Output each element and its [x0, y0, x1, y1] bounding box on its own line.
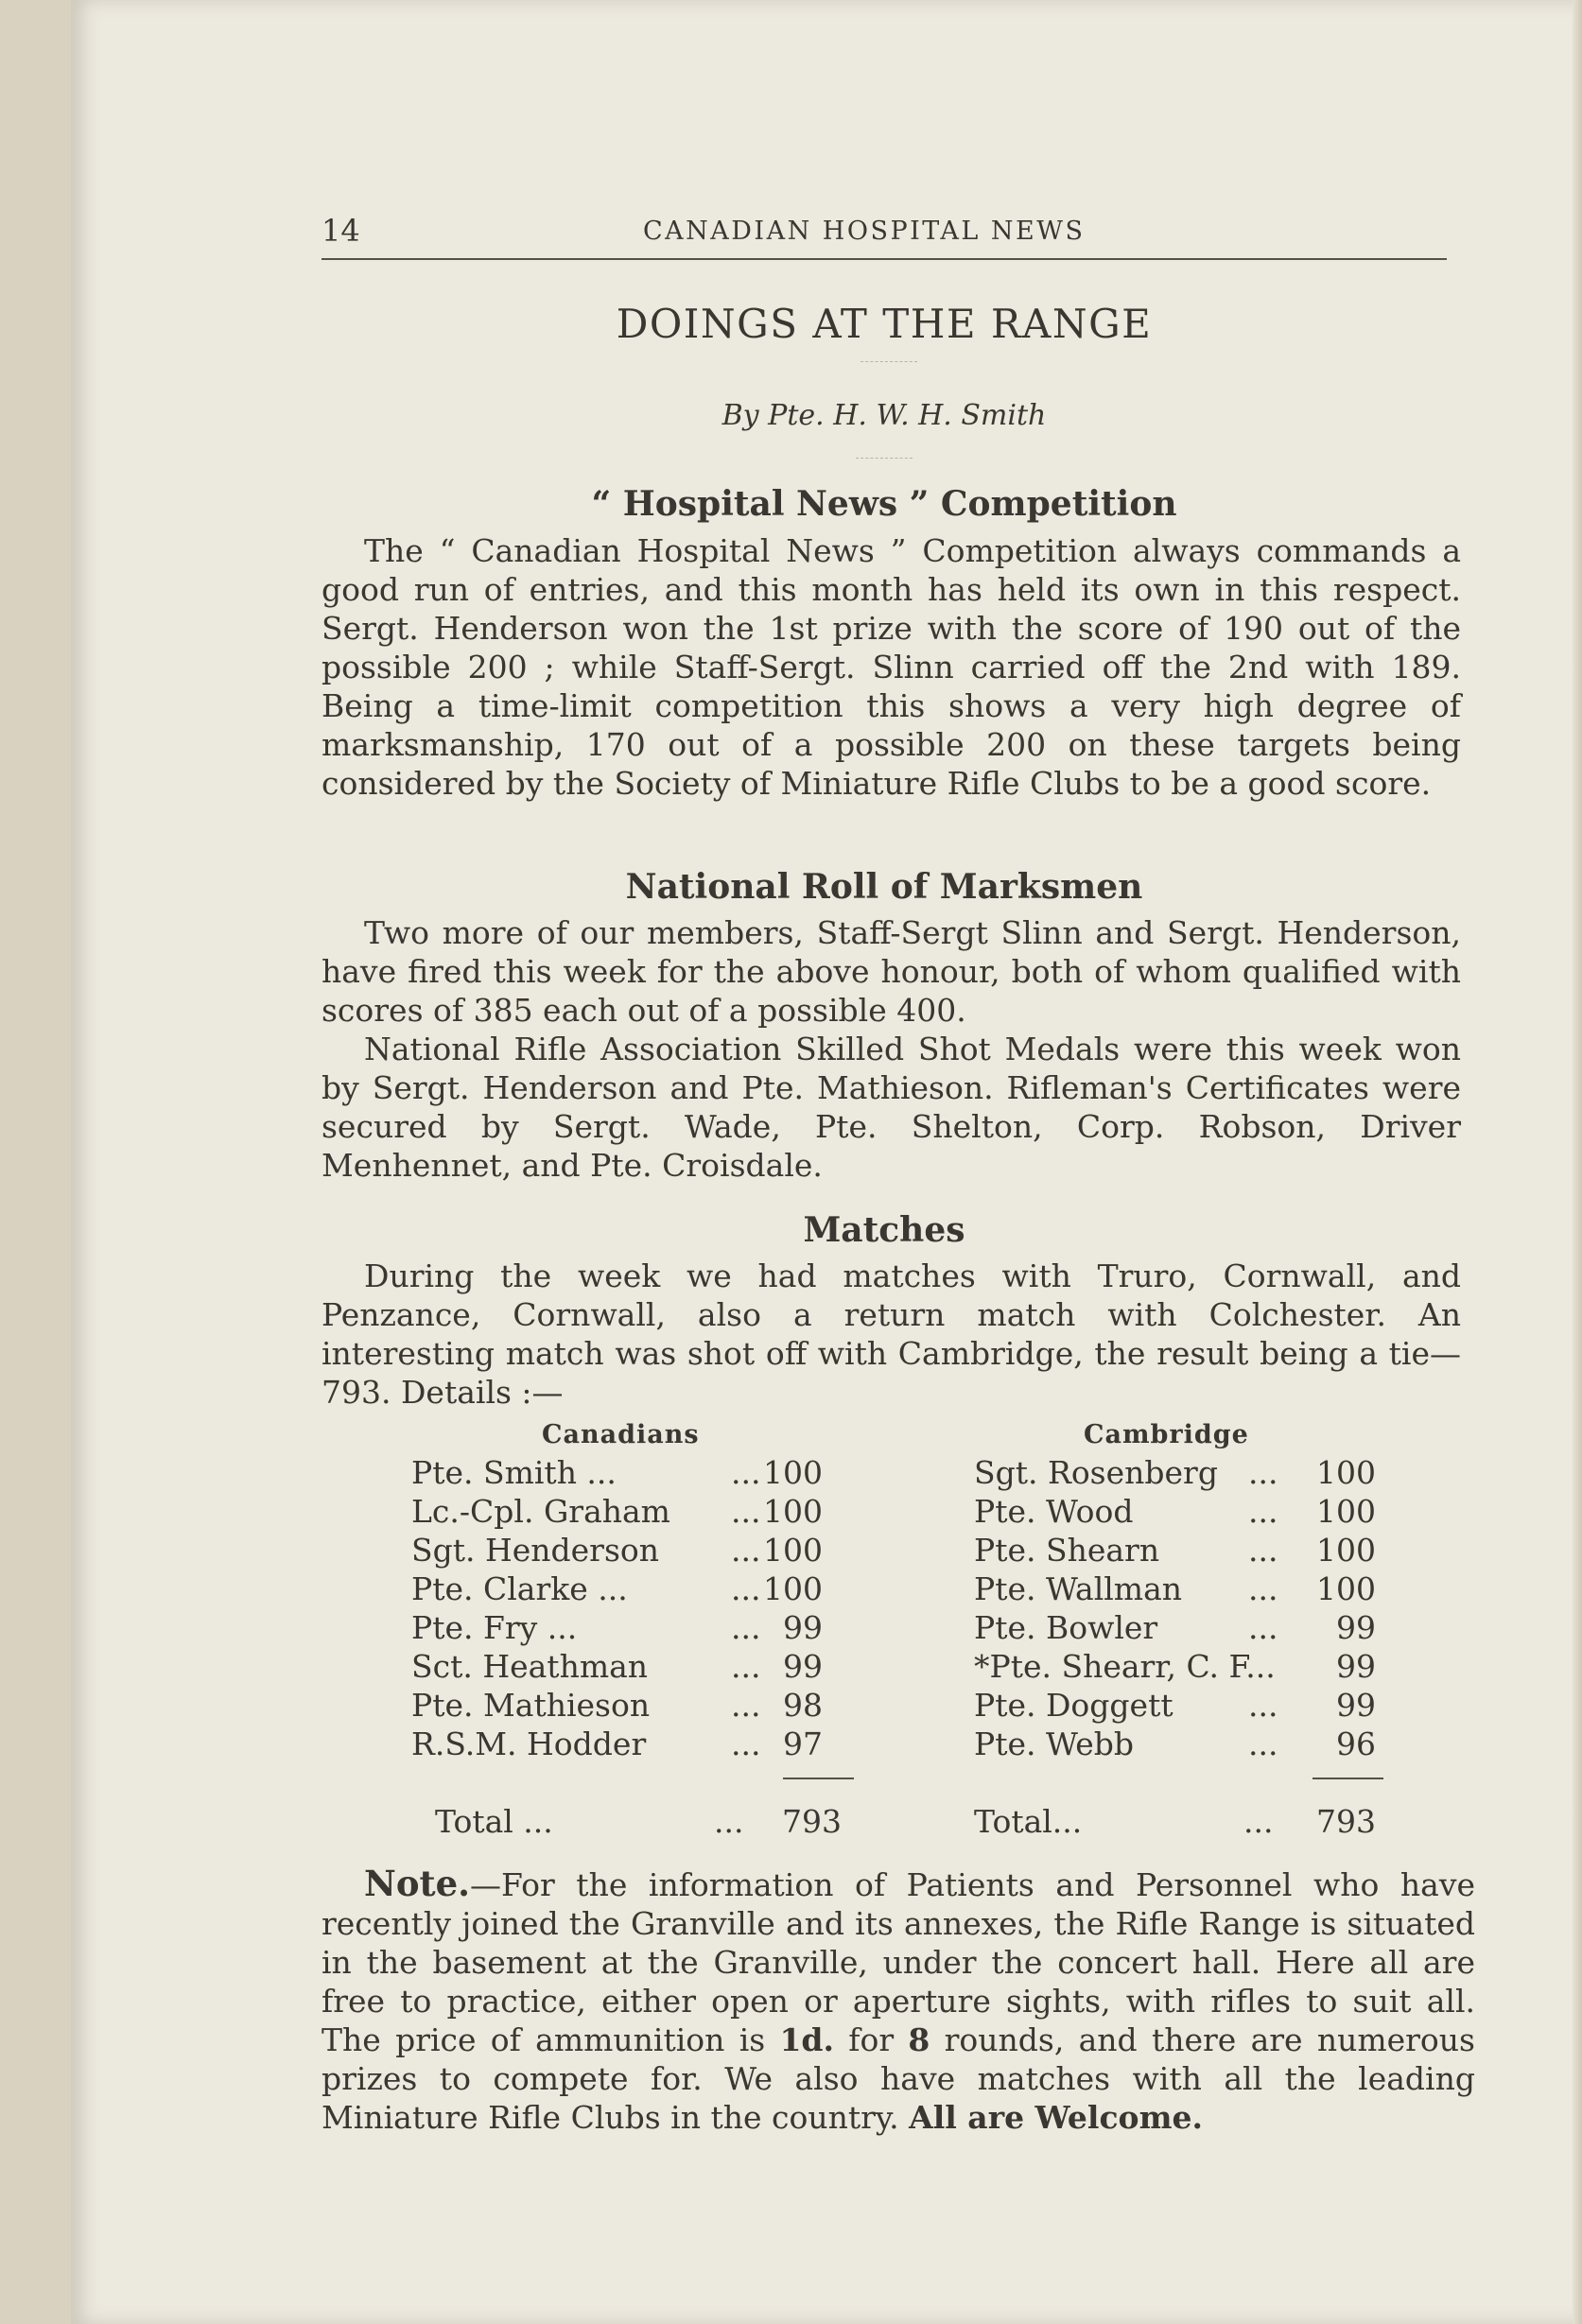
player-name: Pte. Fry ... — [411, 1609, 578, 1646]
player-name: Sgt. Rosenberg — [974, 1454, 1218, 1491]
paragraph-roll-2: National Rifle Association Skilled Shot Medals were this week won by Sergt. Henderson and Pte. Mathieson. Rifleman's Certificates were secured by Sergt. Wade, Pte. Shelton, Corp. Robson, Driver Menhennet, and Pte. Croisdale. — [322, 1031, 1461, 1184]
cambridge-score-row — [974, 1454, 1390, 1492]
cambridge-score-row — [974, 1726, 1390, 1763]
player-score: 100 — [763, 1532, 823, 1569]
article-byline: By Pte. H. W. H. Smith — [721, 399, 1047, 432]
canadians-score-row — [411, 1493, 827, 1531]
magazine-page — [71, 0, 1582, 2324]
note-closing: All are Welcome. — [909, 2099, 1203, 2136]
dot-leader: ... — [731, 1570, 761, 1607]
player-score: 99 — [1336, 1687, 1376, 1724]
player-score: 100 — [1316, 1493, 1376, 1530]
player-name: Pte. Webb — [974, 1726, 1134, 1762]
title-divider — [861, 361, 917, 362]
player-score: 99 — [1336, 1648, 1376, 1685]
note-tail: rounds, and there are numerous prizes to compete for. We also have matches with all the leading Miniature Rifle Clubs in the country. — [322, 2021, 1475, 2136]
note-label: Note. — [364, 1863, 471, 1904]
journal-title: CANADIAN HOSPITAL NEWS — [643, 217, 1086, 246]
section-heading-competition: “ Hospital News ” Competition — [591, 484, 1177, 524]
player-name: Pte. Wallman — [974, 1570, 1183, 1607]
cambridge-score-row — [974, 1687, 1390, 1725]
section-heading-roll: National Roll of Marksmen — [625, 867, 1143, 907]
player-score: 99 — [783, 1648, 823, 1685]
page-number: 14 — [322, 213, 360, 249]
player-score: 97 — [783, 1726, 823, 1762]
dot-leader: ... — [731, 1726, 761, 1762]
player-name: Pte. Mathieson — [411, 1687, 651, 1724]
player-score: 99 — [783, 1609, 823, 1646]
note-price: 1d. — [779, 2021, 834, 2058]
dot-leader: ... — [1248, 1493, 1278, 1530]
column-heading-canadians: Canadians — [542, 1420, 700, 1449]
column-heading-cambridge: Cambridge — [1084, 1420, 1249, 1449]
dot-leader: ... — [1248, 1609, 1278, 1646]
total-score: 793 — [782, 1803, 842, 1840]
canadians-total-row — [435, 1803, 842, 1841]
player-name: Pte. Clarke ... — [411, 1570, 628, 1607]
cambridge-score-row — [974, 1609, 1390, 1647]
canadians-score-row — [411, 1570, 827, 1608]
note-body: —For the information of Patients and Personnel who have recently joined the Granville and its annexes, the Rifle Range is situated in the basement at the Granville, under the concert hall. Here all are free to practice, either open or aperture sights, with rifles to suit all. The price of ammunition is — [322, 1866, 1475, 2058]
dot-leader: ... — [1248, 1726, 1278, 1762]
player-score: 99 — [1336, 1609, 1376, 1646]
running-head — [322, 213, 1447, 254]
player-name: Sgt. Henderson — [411, 1532, 660, 1569]
total-leader: ... — [1243, 1803, 1274, 1840]
dot-leader: ... — [1248, 1570, 1278, 1607]
paragraph-matches: During the week we had matches with Truro, Cornwall, and Penzance, Cornwall, also a return match with Colchester. An interesting match was shot off with Cambridge, the result being a tie—793. Details :— — [322, 1257, 1461, 1411]
player-name: Lc.-Cpl. Graham — [411, 1493, 670, 1530]
canadians-score-row — [411, 1726, 827, 1763]
player-name: Pte. Smith ... — [411, 1454, 617, 1491]
note-paragraph — [322, 1864, 1475, 2137]
dot-leader: ... — [731, 1532, 761, 1569]
canadians-score-row — [411, 1648, 827, 1686]
canadians-sum-rule — [783, 1778, 854, 1779]
player-score: 96 — [1336, 1726, 1376, 1762]
total-leader: ... — [714, 1803, 744, 1840]
player-name: Pte. Bowler — [974, 1609, 1158, 1646]
paragraph-competition: The “ Canadian Hospital News ” Competition always commands a good run of entries, and this month has held its own in this respect. Sergt. Henderson won the 1st prize with the score of 190 out of the possible 200 ; while Staff-Sergt. Slinn carried off the 2nd with 189. Being a time-limit competition this shows a very high degree of marksmanship, 170 out of a possible 200 on these targets being considered by the Society of Miniature Rifle Clubs to be a good score. — [322, 532, 1461, 802]
cambridge-sum-rule — [1313, 1778, 1383, 1779]
dot-leader: ... — [731, 1609, 761, 1646]
player-score: 98 — [783, 1687, 823, 1724]
canadians-score-row — [411, 1609, 827, 1647]
player-name: Pte. Shearn — [974, 1532, 1160, 1569]
player-score: 100 — [763, 1570, 823, 1607]
cambridge-score-row — [974, 1532, 1390, 1570]
paragraph-roll-1: Two more of our members, Staff-Sergt Slinn and Sergt. Henderson, have fired this week for the above honour, both of whom qualified with scores of 385 each out of a possible 400. — [322, 914, 1461, 1029]
dot-leader: ... — [1248, 1532, 1278, 1569]
player-score: 100 — [1316, 1570, 1376, 1607]
page-edge — [1573, 0, 1582, 2324]
player-score: 100 — [763, 1493, 823, 1530]
total-label: Total ... — [435, 1803, 553, 1840]
dot-leader: ... — [731, 1454, 761, 1491]
byline-divider — [856, 458, 913, 459]
canadians-score-row — [411, 1687, 827, 1725]
canadians-score-row — [411, 1454, 827, 1492]
dot-leader: ... — [1248, 1454, 1278, 1491]
note-rounds: 8 — [908, 2021, 930, 2058]
total-label: Total... — [974, 1803, 1083, 1840]
player-name: *Pte. Shearr, C. F... — [974, 1648, 1276, 1685]
player-score: 100 — [1316, 1532, 1376, 1569]
cambridge-score-row — [974, 1648, 1390, 1686]
header-rule — [322, 258, 1447, 260]
section-heading-matches: Matches — [803, 1210, 965, 1250]
cambridge-total-row — [974, 1803, 1381, 1841]
note-mid: for — [834, 2021, 909, 2058]
player-score: 100 — [1316, 1454, 1376, 1491]
dot-leader: ... — [731, 1493, 761, 1530]
cambridge-score-row — [974, 1493, 1390, 1531]
player-name: Sct. Heathman — [411, 1648, 649, 1685]
dot-leader: ... — [1248, 1687, 1278, 1724]
dot-leader: ... — [731, 1687, 761, 1724]
player-score: 100 — [763, 1454, 823, 1491]
cambridge-score-row — [974, 1570, 1390, 1608]
player-name: Pte. Wood — [974, 1493, 1134, 1530]
article-title: DOINGS AT THE RANGE — [616, 301, 1153, 347]
player-name: Pte. Doggett — [974, 1687, 1173, 1724]
canadians-score-row — [411, 1532, 827, 1570]
total-score: 793 — [1316, 1803, 1376, 1840]
dot-leader: ... — [731, 1648, 761, 1685]
player-name: R.S.M. Hodder — [411, 1726, 647, 1762]
